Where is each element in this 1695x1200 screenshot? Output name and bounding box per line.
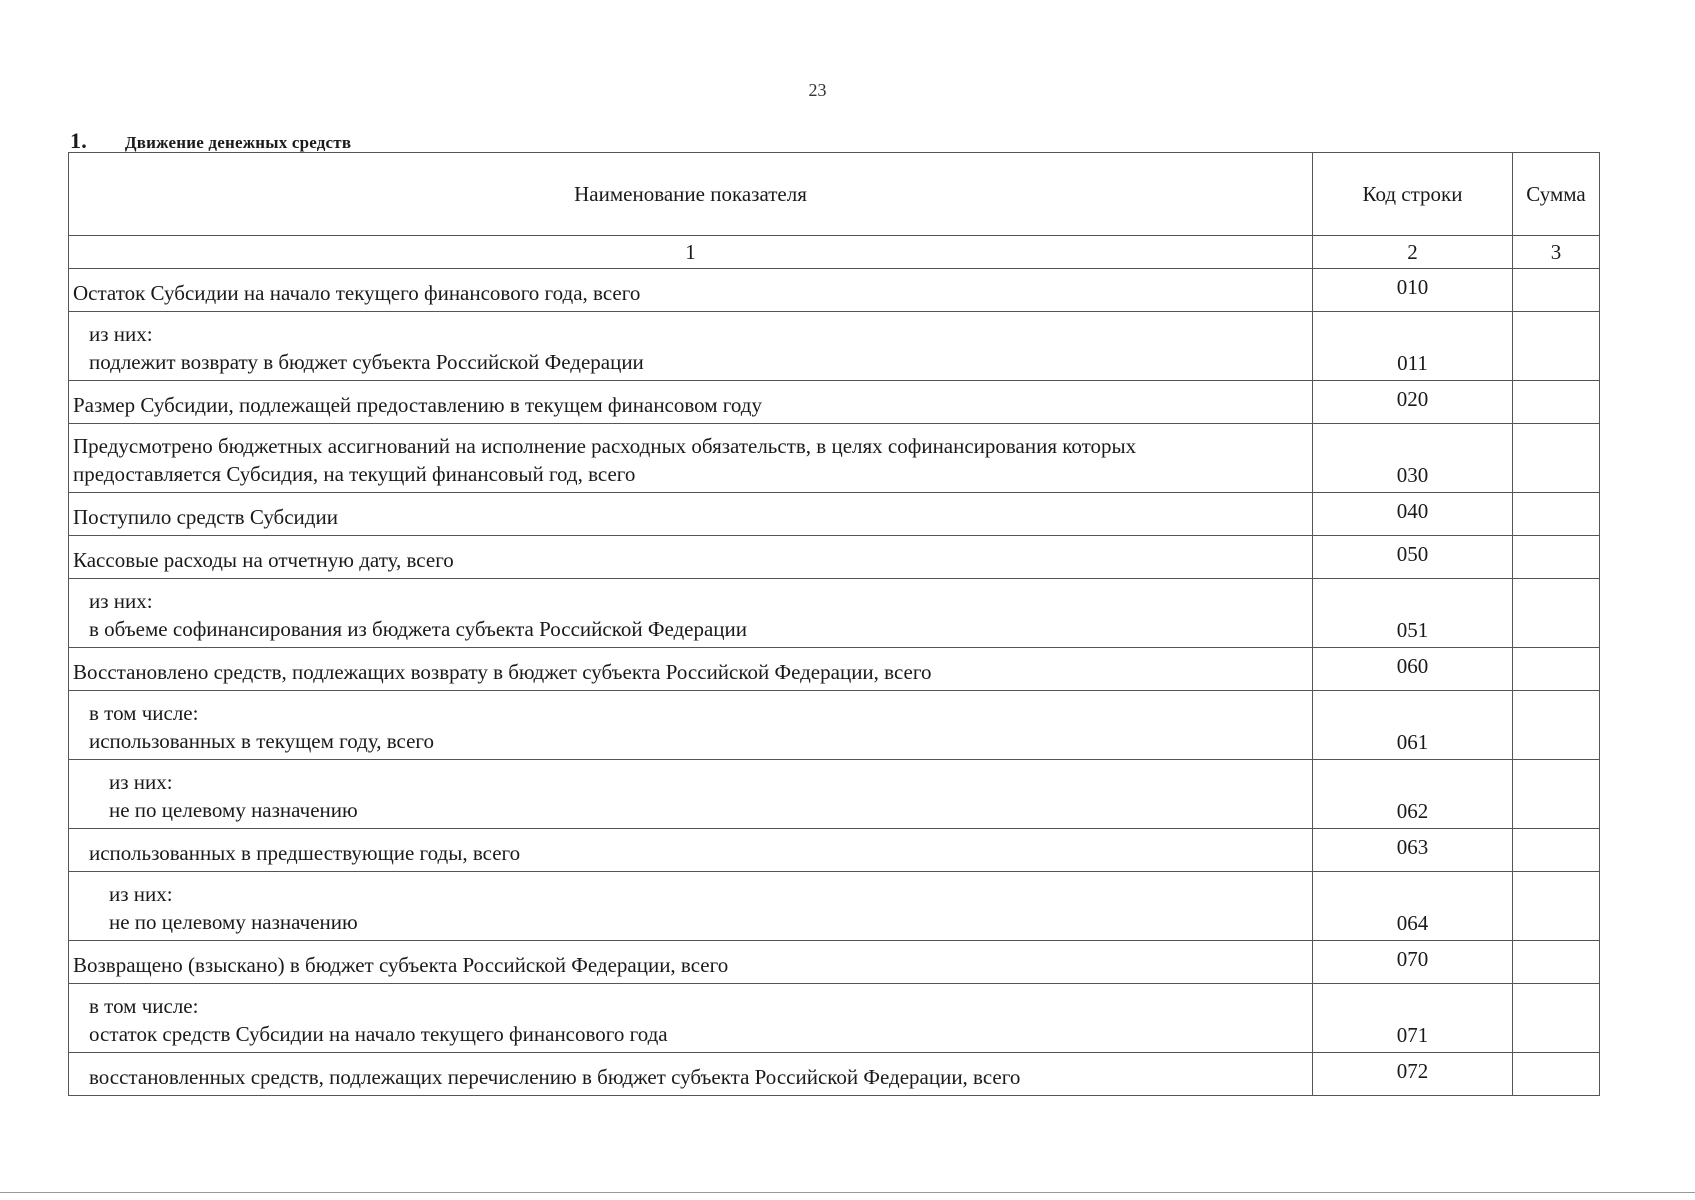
section-number: 1. bbox=[70, 128, 87, 153]
table-row bbox=[69, 760, 1600, 829]
indicator-name-line: из них: bbox=[109, 882, 173, 906]
table-row bbox=[69, 691, 1600, 760]
amount-cell bbox=[1513, 312, 1600, 381]
column-number: 3 bbox=[1513, 236, 1600, 269]
amount-cell bbox=[1513, 1053, 1600, 1096]
indicator-name-cell bbox=[69, 829, 1313, 872]
row-code-cell: 020 bbox=[1313, 381, 1513, 424]
table-body bbox=[69, 269, 1600, 1096]
indicator-name-line: из них: bbox=[89, 322, 153, 346]
amount-cell bbox=[1513, 579, 1600, 648]
column-number: 1 bbox=[69, 236, 1313, 269]
indicator-name-cell bbox=[69, 984, 1313, 1053]
amount-cell bbox=[1513, 269, 1600, 312]
column-number: 2 bbox=[1313, 236, 1513, 269]
row-code-cell: 060 bbox=[1313, 648, 1513, 691]
section-title: Движение денежных средств bbox=[124, 133, 352, 152]
page-bottom-divider bbox=[0, 1192, 1695, 1193]
table-row bbox=[69, 312, 1600, 381]
amount-cell bbox=[1513, 691, 1600, 760]
indicator-name-cell bbox=[69, 381, 1313, 424]
indicator-name-line: Поступило средств Субсидии bbox=[73, 505, 338, 529]
amount-cell bbox=[1513, 941, 1600, 984]
table-row bbox=[69, 872, 1600, 941]
indicator-name-cell bbox=[69, 424, 1313, 493]
row-code-cell: 051 bbox=[1313, 579, 1513, 648]
table-row bbox=[69, 984, 1600, 1053]
table-row bbox=[69, 829, 1600, 872]
indicator-name-line: не по целевому назначению bbox=[109, 910, 358, 934]
row-code-cell: 071 bbox=[1313, 984, 1513, 1053]
indicator-name-cell bbox=[69, 941, 1313, 984]
table-header-row bbox=[69, 153, 1600, 236]
indicator-name-line: Размер Субсидии, подлежащей предоставлению в текущем финансовом году bbox=[73, 393, 762, 417]
indicator-name-line: предоставляется Субсидия, на текущий финансовый год, всего bbox=[73, 462, 636, 486]
indicator-name-line: не по целевому назначению bbox=[109, 798, 358, 822]
indicator-name-line: Восстановлено средств, подлежащих возврату в бюджет субъекта Российской Федерации, всего bbox=[73, 660, 932, 684]
indicator-name-cell bbox=[69, 691, 1313, 760]
table-row bbox=[69, 381, 1600, 424]
indicator-name-line: в том числе: bbox=[89, 701, 199, 725]
amount-cell bbox=[1513, 381, 1600, 424]
row-code-cell: 062 bbox=[1313, 760, 1513, 829]
row-code-cell: 061 bbox=[1313, 691, 1513, 760]
table-row bbox=[69, 941, 1600, 984]
amount-cell bbox=[1513, 984, 1600, 1053]
amount-cell bbox=[1513, 493, 1600, 536]
indicator-name-line: остаток средств Субсидии на начало текущего финансового года bbox=[89, 1022, 668, 1046]
indicator-name-line: подлежит возврату в бюджет субъекта Российской Федерации bbox=[89, 350, 644, 374]
row-code-cell: 030 bbox=[1313, 424, 1513, 493]
row-code-cell: 064 bbox=[1313, 872, 1513, 941]
indicator-name-cell bbox=[69, 872, 1313, 941]
indicator-name-cell bbox=[69, 648, 1313, 691]
section-heading bbox=[70, 128, 351, 154]
row-code-cell: 050 bbox=[1313, 536, 1513, 579]
header-indicator-name: Наименование показателя bbox=[69, 153, 1313, 236]
indicator-name-line: из них: bbox=[89, 589, 153, 613]
amount-cell bbox=[1513, 536, 1600, 579]
indicator-name-cell bbox=[69, 760, 1313, 829]
indicator-name-cell bbox=[69, 1053, 1313, 1096]
table-row bbox=[69, 648, 1600, 691]
table-row bbox=[69, 579, 1600, 648]
table-row bbox=[69, 1053, 1600, 1096]
amount-cell bbox=[1513, 872, 1600, 941]
indicator-name-line: Предусмотрено бюджетных ассигнований на исполнение расходных обязательств, в целях софинансирования которых bbox=[73, 434, 1137, 458]
row-code-cell: 072 bbox=[1313, 1053, 1513, 1096]
indicator-name-cell bbox=[69, 493, 1313, 536]
page-number: 23 bbox=[808, 80, 827, 100]
table-row bbox=[69, 493, 1600, 536]
indicator-name-cell bbox=[69, 579, 1313, 648]
indicator-name-cell bbox=[69, 536, 1313, 579]
row-code-cell: 070 bbox=[1313, 941, 1513, 984]
indicator-name-line: в том числе: bbox=[89, 994, 199, 1018]
amount-cell bbox=[1513, 424, 1600, 493]
table-row bbox=[69, 269, 1600, 312]
indicator-name-line: из них: bbox=[109, 770, 173, 794]
indicator-name-cell bbox=[69, 269, 1313, 312]
amount-cell bbox=[1513, 760, 1600, 829]
row-code-cell: 011 bbox=[1313, 312, 1513, 381]
amount-cell bbox=[1513, 829, 1600, 872]
indicator-name-line: восстановленных средств, подлежащих перечислению в бюджет субъекта Российской Федерации, всего bbox=[89, 1065, 1021, 1089]
amount-cell bbox=[1513, 648, 1600, 691]
row-code-cell: 010 bbox=[1313, 269, 1513, 312]
table-row bbox=[69, 424, 1600, 493]
indicator-name-line: Остаток Субсидии на начало текущего финансового года, всего bbox=[73, 281, 641, 305]
column-number-row bbox=[69, 236, 1600, 269]
cash-flow-table bbox=[68, 152, 1600, 1096]
indicator-name-line: использованных в текущем году, всего bbox=[89, 729, 434, 753]
indicator-name-line: Кассовые расходы на отчетную дату, всего bbox=[73, 548, 454, 572]
indicator-name-cell bbox=[69, 312, 1313, 381]
header-row-code: Код строки bbox=[1313, 153, 1513, 236]
header-amount: Сумма bbox=[1513, 153, 1600, 236]
table-row bbox=[69, 536, 1600, 579]
indicator-name-line: в объеме софинансирования из бюджета субъекта Российской Федерации bbox=[89, 617, 748, 641]
indicator-name-line: использованных в предшествующие годы, всего bbox=[89, 841, 521, 865]
row-code-cell: 040 bbox=[1313, 493, 1513, 536]
row-code-cell: 063 bbox=[1313, 829, 1513, 872]
indicator-name-line: Возвращено (взыскано) в бюджет субъекта Российской Федерации, всего bbox=[73, 953, 729, 977]
